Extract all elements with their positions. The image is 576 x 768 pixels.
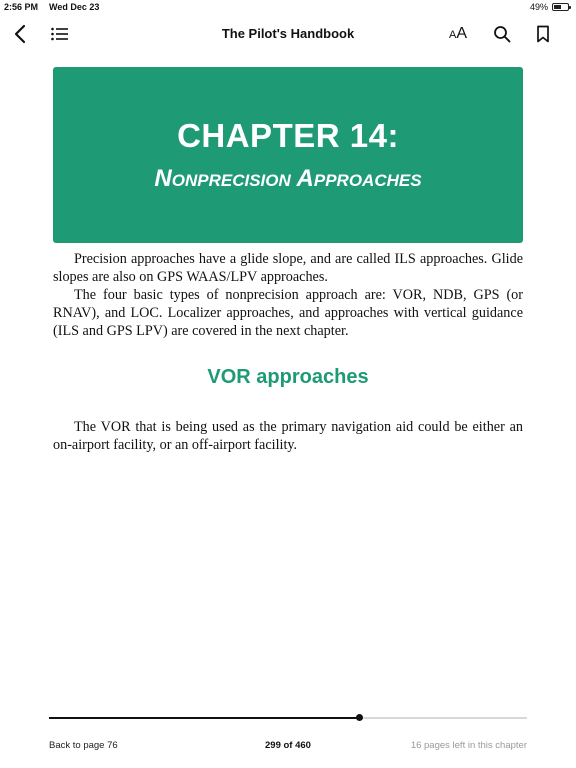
table-of-contents-icon [51,27,69,41]
font-glyph-small: A [448,29,457,41]
progress-fill [49,717,360,719]
section-heading: VOR approaches [207,366,369,388]
font-size-button[interactable] [446,22,470,46]
status-time: 2:56 PM [4,2,39,12]
back-to-page-link[interactable]: Back to page 76 [49,740,118,751]
back-chevron-icon [13,24,27,44]
chapter-banner [53,67,523,243]
status-date: Wed Dec 23 [49,2,100,12]
font-size-icon [449,25,467,43]
search-button[interactable] [490,22,514,46]
chapter-heading: CHAPTER 14: [177,117,399,154]
bookmark-button[interactable] [531,22,555,46]
search-icon [493,25,511,43]
paragraph [53,250,523,286]
paragraph [53,286,523,340]
font-glyph-large: A [456,25,467,42]
bookmark-icon [536,25,550,43]
table-of-contents-button[interactable] [48,22,72,46]
battery-percent: 49% [530,2,549,12]
paragraph [53,418,523,454]
progress-knob[interactable] [356,714,363,721]
book-title: The Pilot's Handbook [221,26,355,41]
back-button[interactable] [8,22,32,46]
chapter-subtitle: Nonprecision Approaches [154,165,422,192]
reader-toolbar [0,16,576,52]
paragraph-text: Precision approaches have a glide slope, and are called ILS approaches. Glide slopes are also on GPS WAAS/LPV approaches. [53,251,523,285]
status-bar [0,0,576,16]
paragraph-text: The VOR that is being used as the primary navigation aid could be either an on-airport facility, or an off-airport facility. [53,419,523,453]
reading-progress-slider[interactable] [49,717,527,719]
pages-left-in-chapter: 16 pages left in this chapter [410,740,527,751]
battery-icon [552,3,569,11]
paragraph-text: The four basic types of nonprecision approach are: VOR, NDB, GPS (or RNAV), and LOC. Localizer approaches, and approaches with vertical guidance (ILS and GPS LPV) are covered in the next chapter. [53,287,523,339]
page-count: 299 of 460 [265,740,311,751]
